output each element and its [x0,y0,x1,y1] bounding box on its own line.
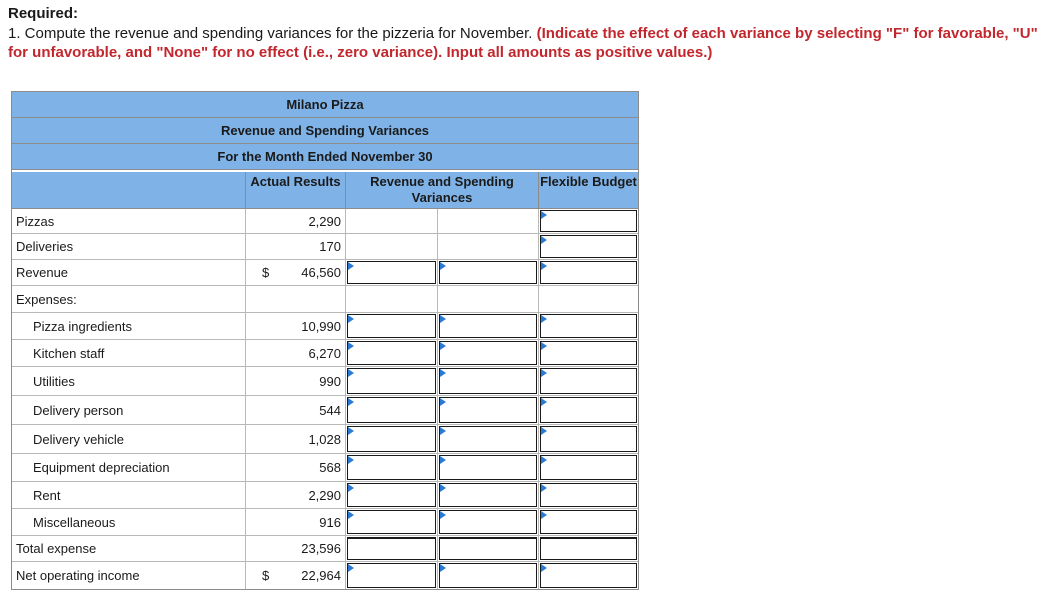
flexible-budget-input[interactable] [540,563,637,588]
row-expenses-header [12,286,638,313]
flexible-budget-input[interactable] [540,483,637,507]
row-net-operating-income [12,562,638,589]
flexible-budget-input[interactable] [540,510,637,534]
row-rent [12,482,638,509]
variance-amount-input[interactable] [347,368,436,394]
col-actual-results: Actual Results [245,172,345,208]
flexible-budget-input[interactable] [540,314,637,338]
col-flexible-budget: Flexible Budget [538,172,638,208]
row-label: Kitchen staff [33,345,105,361]
row-label: Utilities [33,373,75,389]
row-delivery-vehicle [12,425,638,454]
variance-effect-select[interactable] [439,314,537,338]
actual-value: 6,270 [308,345,341,361]
row-label: Revenue [16,265,69,280]
variance-amount-input[interactable] [347,314,436,338]
row-utilities [12,367,638,396]
flexible-budget-input[interactable] [540,210,637,232]
flexible-budget-total [540,537,637,560]
variance-amount-input[interactable] [347,426,436,452]
report-title: Revenue and Spending Variances [12,118,638,144]
variance-effect-select[interactable] [439,261,537,284]
row-label: Pizzas [16,213,55,229]
column-header-row [12,172,638,209]
row-label: Rent [33,487,61,503]
actual-value: 916 [319,514,341,530]
variance-amount-input[interactable] [347,510,436,534]
actual-value: 10,990 [301,318,341,334]
company-name: Milano Pizza [12,92,638,118]
variance-amount-input[interactable] [347,397,436,423]
actual-value: 1,028 [308,431,341,447]
row-pizzas [12,209,638,234]
row-label: Delivery vehicle [33,431,125,447]
flexible-budget-input[interactable] [540,368,637,394]
row-label: Equipment depreciation [33,460,170,475]
actual-value: 23,596 [301,541,341,556]
currency-symbol: $ [262,265,270,280]
instructions [8,24,1048,62]
variance-amount-input[interactable] [347,563,436,588]
actual-value: 46,560 [301,265,341,280]
variance-effect-select[interactable] [439,455,537,480]
required-label: Required: [8,5,79,22]
variance-amount-input[interactable] [347,455,436,480]
variance-effect-select[interactable] [439,397,537,423]
actual-value: 568 [319,460,341,475]
row-delivery-person [12,396,638,425]
row-label: Pizza ingredients [33,318,132,334]
row-pizza-ingredients [12,313,638,340]
row-deliveries [12,234,638,260]
variance-amount-input[interactable] [347,261,436,284]
flexible-budget-input[interactable] [540,261,637,284]
variance-effect-select[interactable] [439,368,537,394]
flexible-budget-input[interactable] [540,397,637,423]
variance-effect-select[interactable] [439,483,537,507]
actual-value: 2,290 [308,487,341,503]
row-equipment-depreciation [12,454,638,482]
actual-value: 170 [319,239,341,254]
col-revenue-spending-variances: Revenue and Spending Variances [345,172,538,208]
variance-amount-input[interactable] [347,341,436,365]
row-label: Expenses: [16,291,77,307]
row-miscellaneous [12,509,638,536]
variance-table [11,91,639,590]
row-label: Deliveries [16,239,74,254]
row-label: Total expense [16,541,97,556]
variance-amount-input[interactable] [347,483,436,507]
variance-effect-select[interactable] [439,341,537,365]
flexible-budget-input[interactable] [540,426,637,452]
variance-effect-total [439,537,537,560]
row-revenue [12,260,638,286]
flexible-budget-input[interactable] [540,235,637,258]
row-label: Net operating income [16,568,140,583]
row-total-expense [12,536,638,562]
report-period: For the Month Ended November 30 [12,144,638,170]
row-kitchen-staff [12,340,638,367]
row-label: Delivery person [33,402,124,418]
row-label: Miscellaneous [33,514,116,530]
instruction-bold: (Indicate the effect of each variance by selecting "F" for favorable, "U" for unfavorable, and "None" for no effect (i.e., zero variance). Input all amounts as positive values.) [8,25,1038,61]
variance-effect-select[interactable] [439,510,537,534]
actual-value: 990 [319,373,341,389]
currency-symbol: $ [262,568,270,583]
variance-effect-select[interactable] [439,426,537,452]
actual-value: 544 [319,402,341,418]
variance-amount-total [347,537,436,560]
instruction-plain: 1. Compute the revenue and spending variances for the pizzeria for November. [8,25,533,42]
flexible-budget-input[interactable] [540,455,637,480]
flexible-budget-input[interactable] [540,341,637,365]
actual-value: 2,290 [308,213,341,229]
actual-value: 22,964 [301,568,341,583]
variance-effect-select[interactable] [439,563,537,588]
